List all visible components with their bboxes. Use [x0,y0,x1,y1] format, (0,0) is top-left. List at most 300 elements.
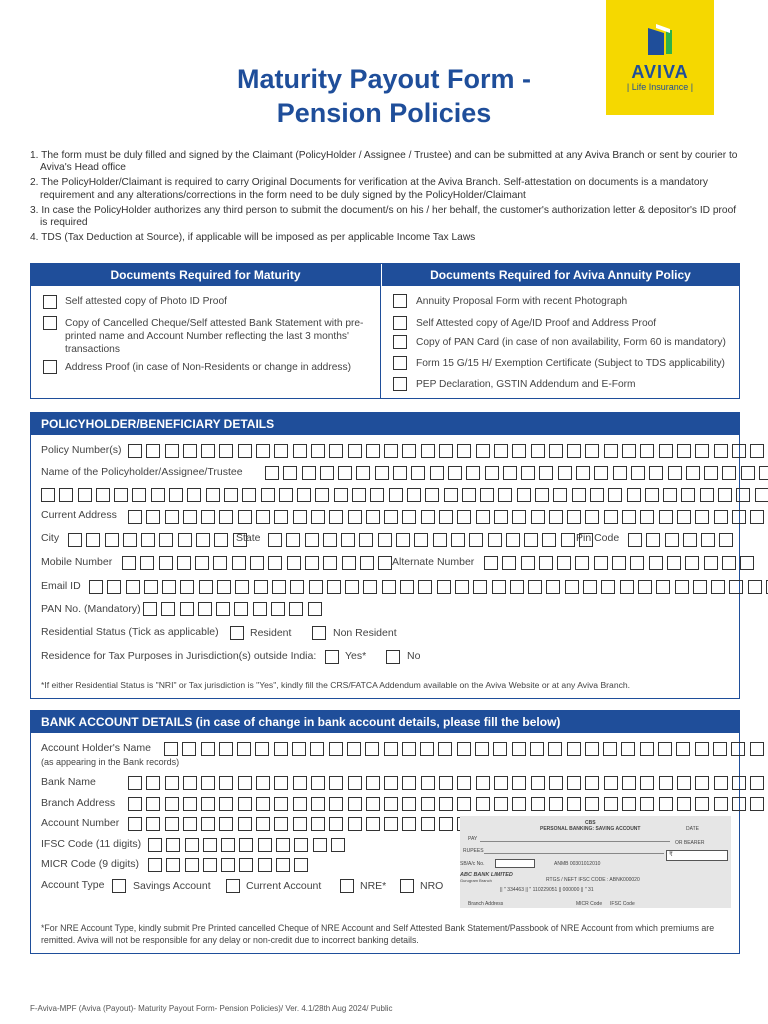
branch-address-input-char-box[interactable] [384,797,398,811]
branch-address-input-char-box[interactable] [732,797,746,811]
policy-number-input-char-box[interactable] [274,444,288,458]
policy-number-input-char-box[interactable] [421,444,435,458]
email-input-char-box[interactable] [144,580,158,594]
branch-address-input-char-box[interactable] [677,797,691,811]
policyholder-name-input-char-box[interactable] [686,466,700,480]
ifsc-input-char-box[interactable] [166,838,180,852]
branch-address-input-char-box[interactable] [329,797,343,811]
account-holder-input-char-box[interactable] [567,742,581,756]
bank-name-input-char-box[interactable] [732,776,746,790]
city-input-char-box[interactable] [159,533,173,547]
email-input-char-box[interactable] [748,580,762,594]
email-input-char-box[interactable] [693,580,707,594]
email-input-char-box[interactable] [711,580,725,594]
state-input-char-box[interactable] [488,533,502,547]
account-number-input-char-box[interactable] [384,817,398,831]
ifsc-input-char-box[interactable] [276,838,290,852]
branch-address-input-char-box[interactable] [366,797,380,811]
policyholder-name-input-char-box[interactable] [283,466,297,480]
tax-no-checkbox[interactable] [386,650,400,664]
branch-address-input-char-box[interactable] [311,797,325,811]
current-address-input-char-box[interactable] [311,510,325,524]
policyholder-name-input-char-box[interactable] [521,466,535,480]
micr-input-char-box[interactable] [276,858,290,872]
current-address-input[interactable] [128,510,768,524]
policy-number-input-char-box[interactable] [238,444,252,458]
branch-address-input-char-box[interactable] [585,797,599,811]
policy-number-input-char-box[interactable] [329,444,343,458]
account-holder-input-char-box[interactable] [292,742,306,756]
branch-address-input-char-box[interactable] [146,797,160,811]
bank-name-input-char-box[interactable] [677,776,691,790]
micr-input-char-box[interactable] [203,858,217,872]
current-address-input-char-box[interactable] [439,510,453,524]
policyholder-name-input-char-box[interactable] [704,466,718,480]
policyholder-name-input-char-box[interactable] [613,466,627,480]
email-input-char-box[interactable] [492,580,506,594]
current-address-input-char-box[interactable] [659,510,673,524]
state-input-char-box[interactable] [561,533,575,547]
current-address-input-char-box[interactable] [640,510,654,524]
policy-number-input-char-box[interactable] [183,444,197,458]
doc-address-proof-checkbox[interactable] [43,360,57,374]
account-holder-input-char-box[interactable] [585,742,599,756]
pan-input-char-box[interactable] [234,602,248,616]
bank-name-input-char-box[interactable] [311,776,325,790]
current-address-input-char-box[interactable] [695,510,709,524]
account-number-input-char-box[interactable] [219,817,233,831]
policyholder-name-input-line2-char-box[interactable] [572,488,586,502]
alternate-number-input-char-box[interactable] [704,556,718,570]
doc-age-proof-checkbox[interactable] [393,316,407,330]
current-address-input-char-box[interactable] [512,510,526,524]
current-address-input-char-box[interactable] [402,510,416,524]
account-holder-input-char-box[interactable] [182,742,196,756]
alternate-number-input-char-box[interactable] [722,556,736,570]
policy-number-input-char-box[interactable] [366,444,380,458]
policyholder-name-input-line2-char-box[interactable] [535,488,549,502]
policyholder-name-input-line2-char-box[interactable] [187,488,201,502]
current-address-input-char-box[interactable] [256,510,270,524]
current-address-input-char-box[interactable] [183,510,197,524]
policy-number-input-char-box[interactable] [293,444,307,458]
micr-input-char-box[interactable] [148,858,162,872]
account-holder-input-char-box[interactable] [713,742,727,756]
alternate-number-input-char-box[interactable] [557,556,571,570]
micr-input-char-box[interactable] [185,858,199,872]
policyholder-name-input-line2-char-box[interactable] [279,488,293,502]
policyholder-name-input-line2-char-box[interactable] [132,488,146,502]
mobile-number-input-char-box[interactable] [378,556,392,570]
current-address-input-char-box[interactable] [274,510,288,524]
mobile-number-input-char-box[interactable] [323,556,337,570]
state-input-char-box[interactable] [469,533,483,547]
branch-address-input-char-box[interactable] [402,797,416,811]
micr-input-char-box[interactable] [258,858,272,872]
current-address-input-char-box[interactable] [476,510,490,524]
policyholder-name-input-line2-char-box[interactable] [425,488,439,502]
pan-input-char-box[interactable] [143,602,157,616]
policyholder-name-input-char-box[interactable] [503,466,517,480]
bank-name-input-char-box[interactable] [622,776,636,790]
ifsc-input-char-box[interactable] [148,838,162,852]
email-input-char-box[interactable] [272,580,286,594]
account-number-input-char-box[interactable] [402,817,416,831]
policyholder-name-input-line2-char-box[interactable] [59,488,73,502]
bank-name-input-char-box[interactable] [183,776,197,790]
alternate-number-input-char-box[interactable] [667,556,681,570]
city-input-char-box[interactable] [105,533,119,547]
current-address-input-char-box[interactable] [128,510,142,524]
alternate-number-input-char-box[interactable] [575,556,589,570]
bank-name-input[interactable] [128,776,768,790]
account-holder-input-char-box[interactable] [603,742,617,756]
branch-address-input-char-box[interactable] [659,797,673,811]
mobile-number-input-char-box[interactable] [268,556,282,570]
email-input-char-box[interactable] [382,580,396,594]
policyholder-name-input-char-box[interactable] [411,466,425,480]
current-address-input-char-box[interactable] [293,510,307,524]
account-number-input[interactable] [128,817,494,831]
policy-number-input-char-box[interactable] [311,444,325,458]
resident-checkbox[interactable] [230,626,244,640]
policyholder-name-input-line2-char-box[interactable] [608,488,622,502]
alternate-number-input-char-box[interactable] [685,556,699,570]
account-holder-input-char-box[interactable] [621,742,635,756]
email-input-char-box[interactable] [327,580,341,594]
bank-name-input-char-box[interactable] [366,776,380,790]
pin-code-input-char-box[interactable] [646,533,660,547]
policyholder-name-input-line2-char-box[interactable] [114,488,128,502]
account-holder-input-char-box[interactable] [274,742,288,756]
policy-number-input-char-box[interactable] [677,444,691,458]
policyholder-name-input-line2-char-box[interactable] [261,488,275,502]
pan-input-char-box[interactable] [271,602,285,616]
ifsc-input-char-box[interactable] [203,838,217,852]
policyholder-name-input-line2-char-box[interactable] [151,488,165,502]
bank-name-input-char-box[interactable] [549,776,563,790]
policyholder-name-input-char-box[interactable] [631,466,645,480]
bank-name-input-char-box[interactable] [421,776,435,790]
account-number-input-char-box[interactable] [146,817,160,831]
account-holder-input-char-box[interactable] [530,742,544,756]
pan-input-char-box[interactable] [180,602,194,616]
bank-name-input-char-box[interactable] [384,776,398,790]
branch-address-input[interactable] [128,797,768,811]
policy-number-input-char-box[interactable] [604,444,618,458]
state-input-char-box[interactable] [359,533,373,547]
branch-address-input-char-box[interactable] [512,797,526,811]
account-holder-input-char-box[interactable] [676,742,690,756]
policyholder-name-input-char-box[interactable] [594,466,608,480]
policy-number-input-char-box[interactable] [695,444,709,458]
email-input-char-box[interactable] [583,580,597,594]
policyholder-name-input-line2-char-box[interactable] [297,488,311,502]
policyholder-name-input-line2-char-box[interactable] [755,488,768,502]
email-input-char-box[interactable] [345,580,359,594]
email-input-char-box[interactable] [528,580,542,594]
micr-input-char-box[interactable] [239,858,253,872]
account-holder-input-char-box[interactable] [384,742,398,756]
account-number-input-char-box[interactable] [366,817,380,831]
bank-name-input-char-box[interactable] [476,776,490,790]
policyholder-name-input-line2-char-box[interactable] [169,488,183,502]
alternate-number-input-char-box[interactable] [539,556,553,570]
email-input-char-box[interactable] [126,580,140,594]
policyholder-name-input-char-box[interactable] [759,466,768,480]
policy-number-input-char-box[interactable] [219,444,233,458]
email-input-char-box[interactable] [400,580,414,594]
bank-name-input-char-box[interactable] [348,776,362,790]
pin-code-input-char-box[interactable] [628,533,642,547]
policyholder-name-input-line2-char-box[interactable] [681,488,695,502]
email-input-char-box[interactable] [217,580,231,594]
policy-number-input-char-box[interactable] [732,444,746,458]
branch-address-input-char-box[interactable] [219,797,233,811]
bank-name-input-char-box[interactable] [750,776,764,790]
current-address-input-char-box[interactable] [714,510,728,524]
micr-input[interactable] [148,858,313,872]
policy-number-input-char-box[interactable] [348,444,362,458]
account-holder-input-char-box[interactable] [457,742,471,756]
account-holder-input-char-box[interactable] [329,742,343,756]
state-input-char-box[interactable] [506,533,520,547]
branch-address-input-char-box[interactable] [531,797,545,811]
policyholder-name-input[interactable] [265,466,768,480]
mobile-number-input-char-box[interactable] [177,556,191,570]
micr-input-char-box[interactable] [294,858,308,872]
policy-number-input-char-box[interactable] [512,444,526,458]
account-holder-input-char-box[interactable] [731,742,745,756]
email-input-char-box[interactable] [363,580,377,594]
policy-number-input-char-box[interactable] [549,444,563,458]
account-holder-input-char-box[interactable] [438,742,452,756]
policy-number-input[interactable] [128,444,768,458]
ifsc-input[interactable] [148,838,349,852]
policy-number-input-char-box[interactable] [567,444,581,458]
policyholder-name-input-char-box[interactable] [485,466,499,480]
pan-input-char-box[interactable] [253,602,267,616]
policyholder-name-input-line2-char-box[interactable] [645,488,659,502]
policyholder-name-input-char-box[interactable] [430,466,444,480]
policyholder-name-input-line2-char-box[interactable] [590,488,604,502]
doc-annuity-proposal-checkbox[interactable] [393,294,407,308]
policyholder-name-input-line2-char-box[interactable] [407,488,421,502]
policyholder-name-input-char-box[interactable] [576,466,590,480]
account-holder-input-char-box[interactable] [347,742,361,756]
city-input-char-box[interactable] [86,533,100,547]
alternate-number-input-char-box[interactable] [521,556,535,570]
policyholder-name-input-line2-char-box[interactable] [389,488,403,502]
email-input-char-box[interactable] [235,580,249,594]
policy-number-input-char-box[interactable] [165,444,179,458]
alternate-number-input-char-box[interactable] [502,556,516,570]
doc-cheque-checkbox[interactable] [43,316,57,330]
policy-number-input-char-box[interactable] [384,444,398,458]
state-input-char-box[interactable] [524,533,538,547]
email-input-char-box[interactable] [89,580,103,594]
state-input-char-box[interactable] [305,533,319,547]
email-input-char-box[interactable] [675,580,689,594]
nre-checkbox[interactable] [340,879,354,893]
account-number-input-char-box[interactable] [311,817,325,831]
policyholder-name-input-char-box[interactable] [741,466,755,480]
account-holder-input[interactable] [164,742,768,756]
bank-name-input-char-box[interactable] [494,776,508,790]
state-input-char-box[interactable] [414,533,428,547]
ifsc-input-char-box[interactable] [221,838,235,852]
current-address-input-char-box[interactable] [384,510,398,524]
bank-name-input-char-box[interactable] [659,776,673,790]
mobile-number-input-char-box[interactable] [287,556,301,570]
branch-address-input-char-box[interactable] [457,797,471,811]
pin-code-input[interactable] [628,533,738,547]
pan-input-char-box[interactable] [161,602,175,616]
policyholder-name-input-char-box[interactable] [668,466,682,480]
ifsc-input-char-box[interactable] [185,838,199,852]
mobile-number-input-char-box[interactable] [250,556,264,570]
bank-name-input-char-box[interactable] [201,776,215,790]
bank-name-input-char-box[interactable] [293,776,307,790]
account-holder-input-char-box[interactable] [402,742,416,756]
policyholder-name-input-char-box[interactable] [393,466,407,480]
account-number-input-char-box[interactable] [329,817,343,831]
state-input-char-box[interactable] [396,533,410,547]
policyholder-name-input-char-box[interactable] [320,466,334,480]
policyholder-name-input-char-box[interactable] [539,466,553,480]
bank-name-input-char-box[interactable] [146,776,160,790]
bank-name-input-char-box[interactable] [329,776,343,790]
mobile-number-input-char-box[interactable] [232,556,246,570]
account-holder-input-char-box[interactable] [695,742,709,756]
bank-name-input-char-box[interactable] [567,776,581,790]
account-number-input-char-box[interactable] [256,817,270,831]
policyholder-name-input-line2-char-box[interactable] [718,488,732,502]
current-address-input-char-box[interactable] [457,510,471,524]
bank-name-input-char-box[interactable] [695,776,709,790]
pin-code-input-char-box[interactable] [701,533,715,547]
policyholder-name-input-line2-char-box[interactable] [41,488,55,502]
account-holder-input-char-box[interactable] [548,742,562,756]
branch-address-input-char-box[interactable] [128,797,142,811]
account-number-input-char-box[interactable] [293,817,307,831]
branch-address-input-char-box[interactable] [439,797,453,811]
current-address-input-char-box[interactable] [421,510,435,524]
current-address-input-char-box[interactable] [604,510,618,524]
email-input-char-box[interactable] [601,580,615,594]
policyholder-name-input-char-box[interactable] [448,466,462,480]
bank-name-input-char-box[interactable] [531,776,545,790]
current-address-input-char-box[interactable] [531,510,545,524]
state-input-char-box[interactable] [323,533,337,547]
policyholder-name-input-line2-char-box[interactable] [206,488,220,502]
policy-number-input-char-box[interactable] [714,444,728,458]
branch-address-input-char-box[interactable] [549,797,563,811]
ifsc-input-char-box[interactable] [331,838,345,852]
city-input-char-box[interactable] [214,533,228,547]
mobile-number-input[interactable] [122,556,396,570]
branch-address-input-char-box[interactable] [494,797,508,811]
current-address-input-char-box[interactable] [348,510,362,524]
policyholder-name-input-char-box[interactable] [375,466,389,480]
policyholder-name-input-line2-char-box[interactable] [462,488,476,502]
policyholder-name-input-char-box[interactable] [649,466,663,480]
state-input-char-box[interactable] [378,533,392,547]
alternate-number-input-char-box[interactable] [594,556,608,570]
current-address-input-char-box[interactable] [585,510,599,524]
state-input-char-box[interactable] [341,533,355,547]
email-input-char-box[interactable] [473,580,487,594]
account-number-input-char-box[interactable] [421,817,435,831]
current-address-input-char-box[interactable] [366,510,380,524]
state-input-char-box[interactable] [286,533,300,547]
branch-address-input-char-box[interactable] [695,797,709,811]
email-input[interactable] [89,580,768,594]
doc-pan-card-checkbox[interactable] [393,335,407,349]
account-holder-input-char-box[interactable] [512,742,526,756]
account-holder-input-char-box[interactable] [255,742,269,756]
mobile-number-input-char-box[interactable] [342,556,356,570]
email-input-char-box[interactable] [254,580,268,594]
ifsc-input-char-box[interactable] [313,838,327,852]
policy-number-input-char-box[interactable] [439,444,453,458]
bank-name-input-char-box[interactable] [238,776,252,790]
bank-name-input-char-box[interactable] [402,776,416,790]
pan-input-char-box[interactable] [308,602,322,616]
savings-account-checkbox[interactable] [112,879,126,893]
account-holder-input-char-box[interactable] [219,742,233,756]
email-input-char-box[interactable] [180,580,194,594]
pin-code-input-char-box[interactable] [719,533,733,547]
account-holder-input-char-box[interactable] [640,742,654,756]
mobile-number-input-char-box[interactable] [140,556,154,570]
city-input-char-box[interactable] [178,533,192,547]
alternate-number-input-char-box[interactable] [484,556,498,570]
account-holder-input-char-box[interactable] [493,742,507,756]
policyholder-name-input-line2-char-box[interactable] [498,488,512,502]
current-address-input-char-box[interactable] [567,510,581,524]
micr-input-char-box[interactable] [166,858,180,872]
email-input-char-box[interactable] [418,580,432,594]
policyholder-name-input-line2-char-box[interactable] [627,488,641,502]
policyholder-name-input-line2-char-box[interactable] [315,488,329,502]
city-input-char-box[interactable] [123,533,137,547]
account-holder-input-char-box[interactable] [237,742,251,756]
current-address-input-char-box[interactable] [677,510,691,524]
account-holder-input-char-box[interactable] [310,742,324,756]
email-input-char-box[interactable] [565,580,579,594]
email-input-char-box[interactable] [729,580,743,594]
branch-address-input-char-box[interactable] [293,797,307,811]
current-address-input-char-box[interactable] [201,510,215,524]
account-number-input-char-box[interactable] [128,817,142,831]
ifsc-input-char-box[interactable] [239,838,253,852]
account-number-input-char-box[interactable] [183,817,197,831]
city-input[interactable] [68,533,251,547]
account-holder-input-char-box[interactable] [475,742,489,756]
policyholder-name-input-line2-char-box[interactable] [700,488,714,502]
policy-number-input-char-box[interactable] [659,444,673,458]
branch-address-input-char-box[interactable] [604,797,618,811]
branch-address-input-char-box[interactable] [256,797,270,811]
branch-address-input-char-box[interactable] [567,797,581,811]
nro-checkbox[interactable] [400,879,414,893]
policyholder-name-input-char-box[interactable] [722,466,736,480]
current-address-input-char-box[interactable] [219,510,233,524]
policyholder-name-input-line2-char-box[interactable] [553,488,567,502]
policy-number-input-char-box[interactable] [531,444,545,458]
alternate-number-input[interactable] [484,556,758,570]
